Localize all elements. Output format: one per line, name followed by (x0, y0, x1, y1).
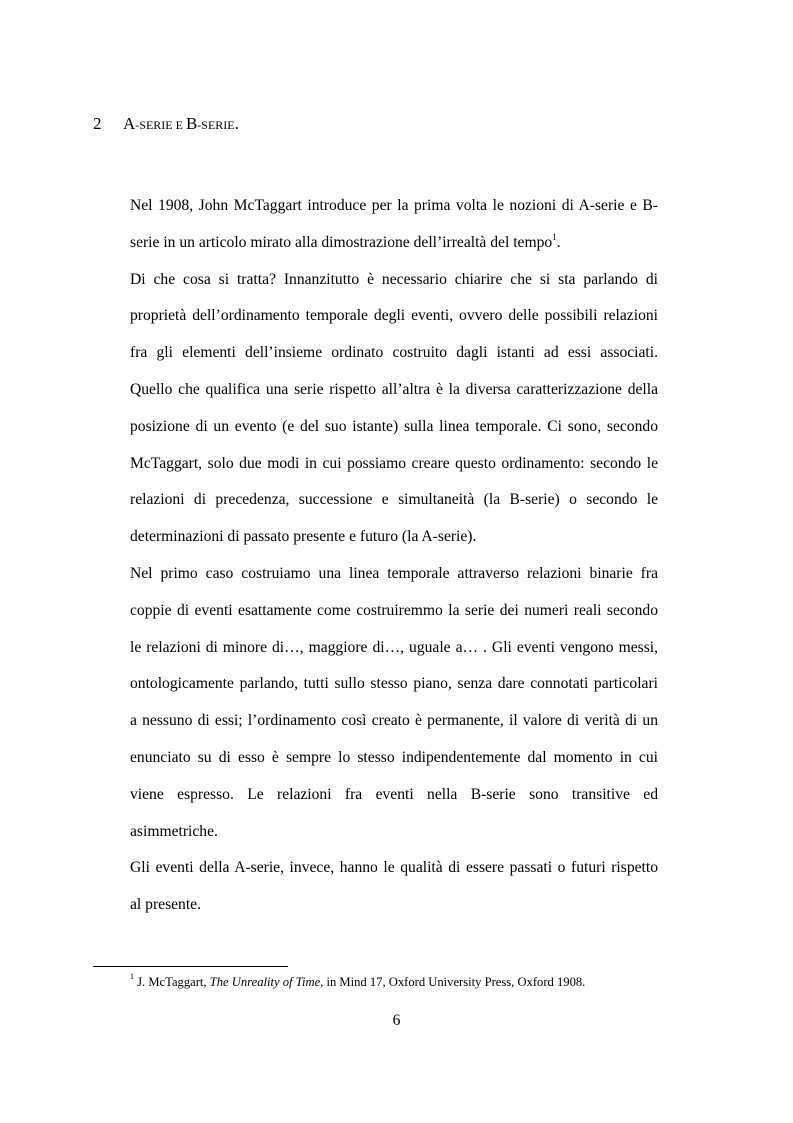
heading-cap-a: A (123, 114, 136, 133)
text-line: determinazioni di passato presente e futuro (la A-serie). (130, 528, 477, 546)
paragraph-1 (130, 188, 658, 262)
text-line: al presente. (130, 896, 202, 914)
text-line: viene espresso. Le relazioni fra eventi nella B-serie sono transitive ed (130, 785, 658, 803)
text-line: ontologicamente parlando, tutti sullo stesso piano, senza dare connotati particolari (130, 675, 658, 693)
footnote-author: J. McTaggart, (137, 975, 207, 989)
paragraph-2 (130, 262, 658, 556)
heading-cap-b: B (185, 114, 198, 133)
footnote-reference[interactable]: 1 (552, 231, 557, 242)
text-line: a nessuno di essi; l’ordinamento così creato è permanente, il valore di verità di un (130, 712, 658, 730)
text-line: Gli eventi della A-serie, invece, hanno le qualità di essere passati o futuri rispetto (130, 859, 658, 877)
text-line: Quello che qualifica una serie rispetto all’altra è la diversa caratterizzazione della (130, 380, 658, 398)
footnote-separator (93, 966, 288, 967)
text-line: posizione di un evento (e del suo istante) sulla linea temporale. Ci sono, secondo (130, 417, 658, 435)
section-number: 2 (93, 114, 102, 133)
text-line: Nel 1908, John McTaggart introduce per la prima volta le nozioni di A-serie e B- (130, 197, 658, 214)
text-line: Di che cosa si tratta? Innanzitutto è necessario chiarire che si sta parlando di (130, 270, 658, 288)
footnote (130, 973, 585, 991)
text-line: enunciato su di esso è sempre lo stesso indipendentemente dal momento in cui (130, 748, 658, 766)
heading-period: . (234, 114, 239, 133)
text-line: relazioni di precedenza, successione e simultaneità (la B-serie) o secondo le (130, 491, 658, 509)
text-line: asimmetriche. (130, 822, 218, 840)
text-line: serie in un articolo mirato alla dimostrazione dell’irrealtà del tempo (130, 233, 553, 251)
text-line: coppie di eventi esattamente come costruiremmo la serie dei numeri reali secondo (130, 601, 658, 619)
text-line: proprietà dell’ordinamento temporale degli eventi, ovvero delle possibili relazioni (130, 307, 658, 325)
section-heading (93, 112, 239, 137)
text-line: McTaggart, solo due modi in cui possiamo creare questo ordinamento: secondo le (130, 454, 658, 472)
text-line: fra gli elementi dell’insieme ordinato costruito dagli istanti ad essi associati. (130, 344, 658, 362)
text-line: le relazioni di minore di…, maggiore di…, uguale a… . Gli eventi vengono messi, (130, 638, 658, 656)
heading-smallcaps-2: -SERIE (197, 118, 235, 132)
footnote-number: 1 (130, 971, 134, 981)
paragraph-3 (130, 556, 658, 850)
sentence-end: . (556, 233, 561, 251)
text-line-with-footnote (130, 225, 658, 262)
page-number: 6 (392, 1012, 401, 1029)
footnote-title: The Unreality of Time (209, 975, 321, 989)
footnote-publication: , in Mind 17, Oxford University Press, Oxford 1908. (320, 975, 586, 989)
heading-smallcaps-1: -SERIE E (135, 118, 186, 132)
paragraph-4 (130, 850, 658, 924)
text-line: Nel primo caso costruiamo una linea temporale attraverso relazioni binarie fra (130, 564, 658, 582)
body-text (130, 188, 658, 924)
